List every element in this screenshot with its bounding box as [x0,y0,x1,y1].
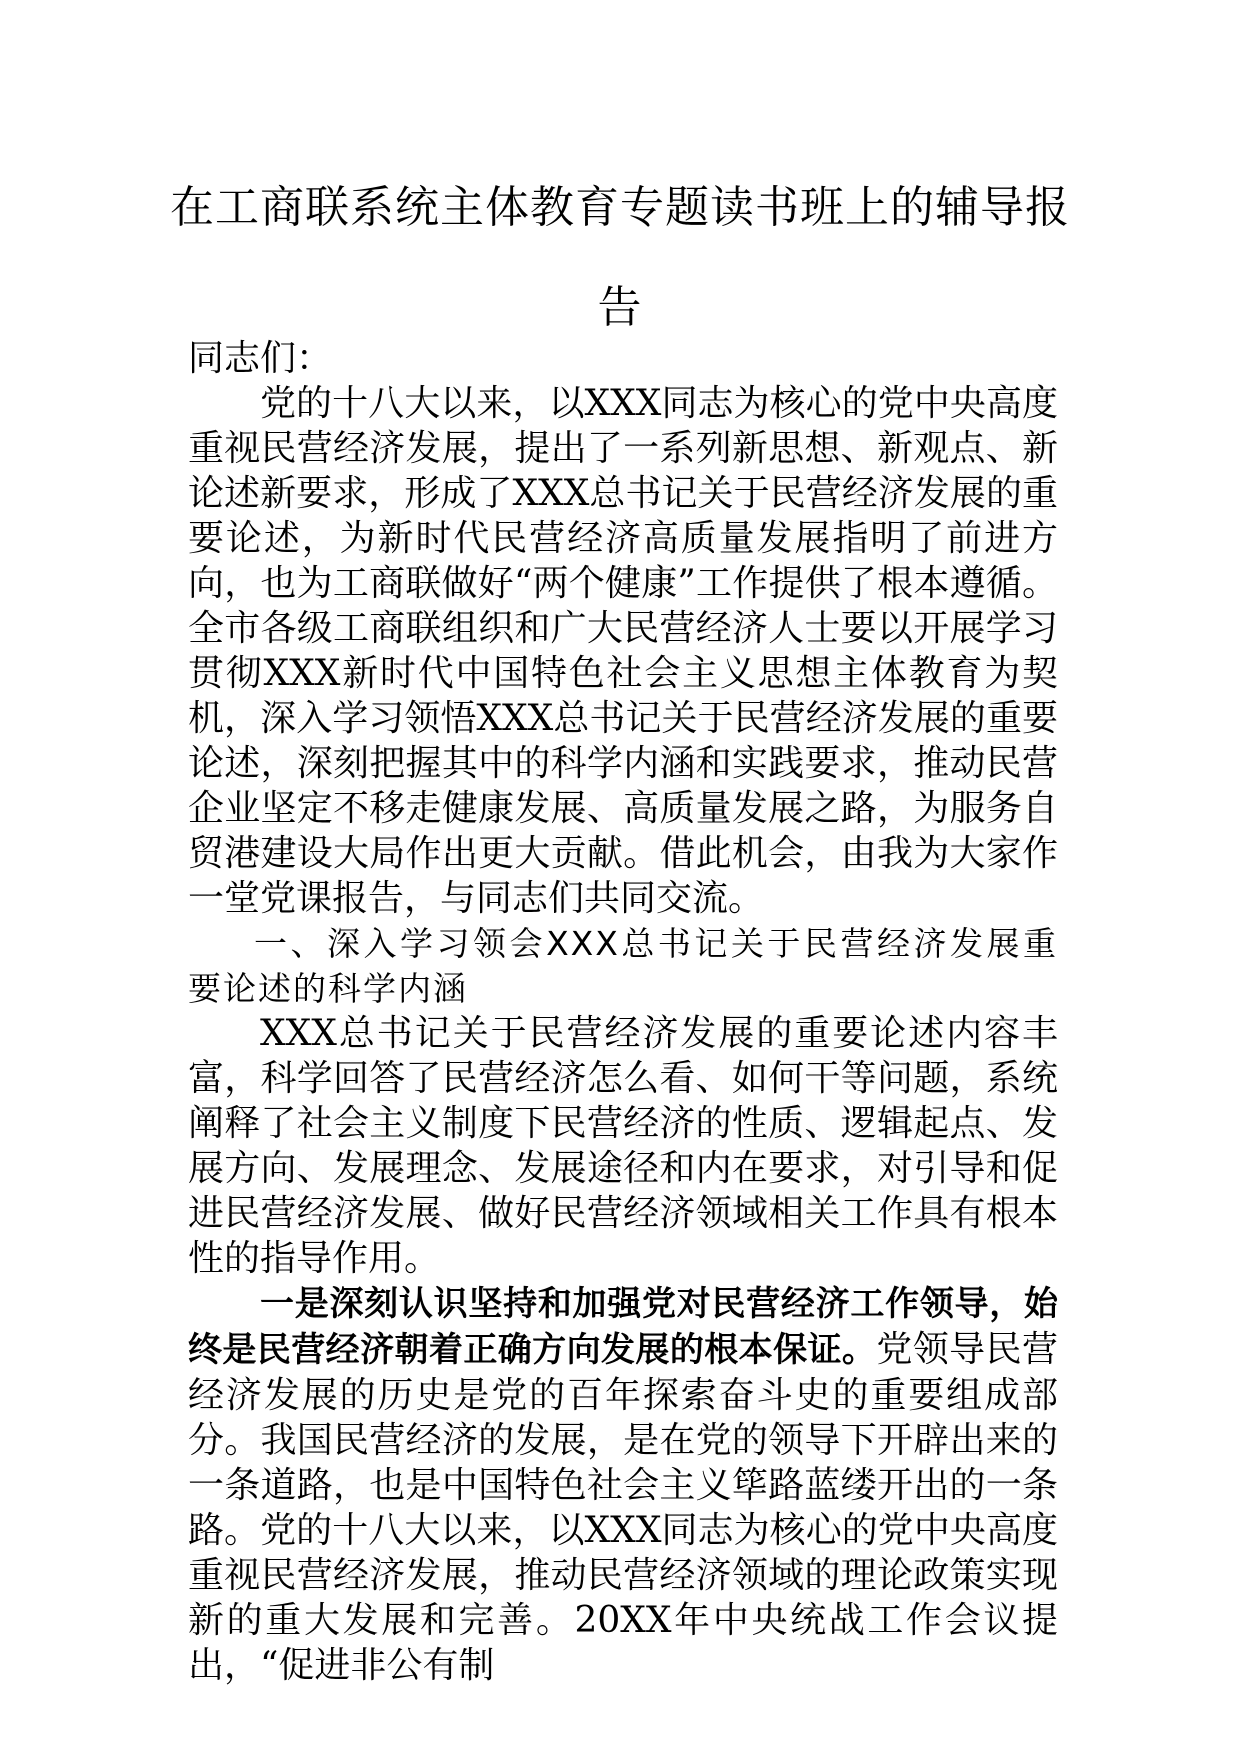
point-one-lead: 一是深刻认识坚持和加强党对民营经济工作领导，始终是民营经济朝着正确方向发展的根本保证。 [188,1284,1058,1370]
opening-paragraph: 党的十八大以来，以XXX同志为核心的党中央高度重视民营经济发展，提出了一系列新思想、新观点、新论述新要求，形成了XXX总书记关于民营经济发展的重要论述，为新时代民营经济高质量发展指明了前进方向，也为工商联做好“两个健康”工作提供了根本遵循。全市各级工商联组织和广大民营经济人士要以开展学习贯彻XXX新时代中国特色社会主义思想主体教育为契机，深入学习领悟XXX总书记关于民营经济发展的重要论述，深刻把握其中的科学内涵和实践要求，推动民营企业坚定不移走健康发展、高质量发展之路，为服务自贸港建设大局作出更大贡献。借此机会，由我为大家作一堂党课报告，与同志们共同交流。 [188,383,1058,919]
salutation: 同志们： [188,338,333,379]
document-body [188,336,1058,1688]
section-heading: 一、深入学习领会XXX总书记关于民营经济发展重要论述的科学内涵 [188,924,1058,1008]
point-one-paragraph [188,1281,1058,1688]
section-intro-paragraph: XXX总书记关于民营经济发展的重要论述内容丰富，科学回答了民营经济怎么看、如何干等问题，系统阐释了社会主义制度下民营经济的性质、逻辑起点、发展方向、发展理念、发展途径和内在要求，对引导和促进民营经济发展、做好民营经济领域相关工作具有根本性的指导作用。 [188,1013,1058,1279]
document-title: 在工商联系统主体教育专题读书班上的辅导报告 [170,182,1070,333]
point-one-text: 党领导民营经济发展的历史是党的百年探索奋斗史的重要组成部分。我国民营经济的发展，是在党的领导下开辟出来的一条道路，也是中国特色社会主义筚路蓝缕开出的一条路。党的十八大以来，以XXX同志为核心的党中央高度重视民营经济发展，推动民营经济领域的理论政策实现新的重大发展和完善。20XX年中央统战工作会议提出，“促进非公有制 [188,1329,1058,1686]
